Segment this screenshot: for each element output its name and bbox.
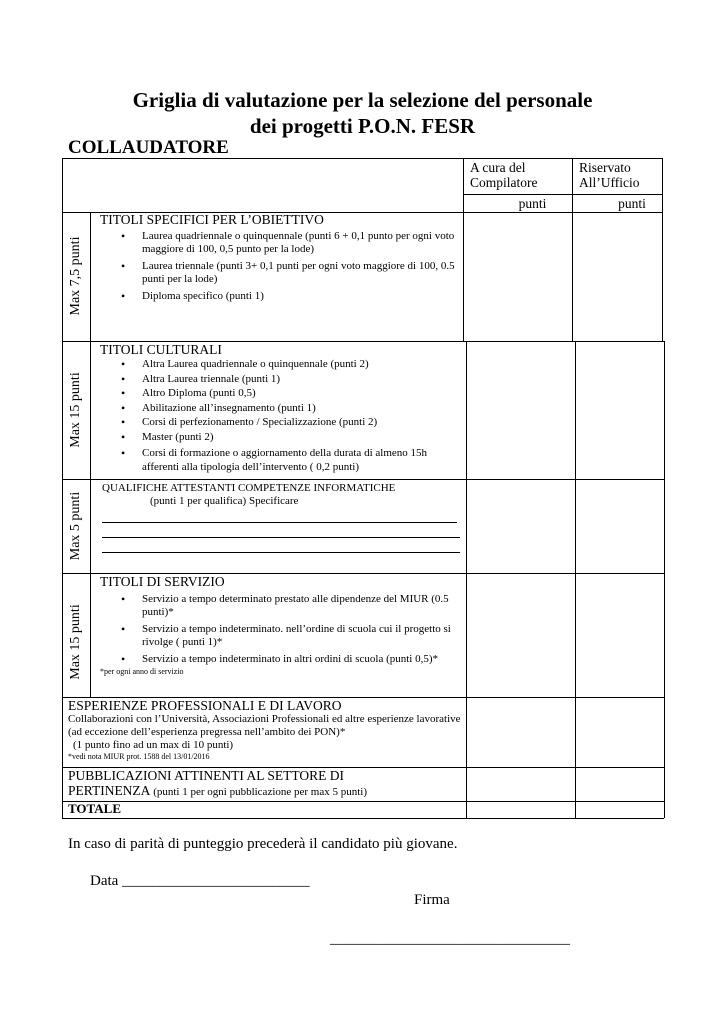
column-header-compilatore: A cura del Compilatore xyxy=(470,160,538,190)
section-heading: QUALIFICHE ATTESTANTI COMPETENZE INFORMATICHE xyxy=(102,482,396,494)
signature-label: Firma xyxy=(414,892,450,908)
max-points-label: Max 5 punti xyxy=(68,491,83,561)
section-qualifiche-informatiche xyxy=(102,482,462,553)
section-sub: (punti 1 per ogni pubblicazione per max 5 punti) xyxy=(153,786,368,798)
role-heading: COLLAUDATORE xyxy=(68,137,229,158)
list-item: • Laurea triennale (punti 3+ 0,1 punti per ogni voto maggiore di 100, 0.5 punti per la lode) xyxy=(142,260,455,286)
section-pubblicazioni xyxy=(68,768,463,799)
column-unit-ufficio: punti xyxy=(618,196,646,211)
specify-line[interactable] xyxy=(102,509,457,523)
section-heading: TITOLI SPECIFICI PER L’OBIETTIVO xyxy=(100,212,324,227)
list-item: • Servizio a tempo determinato prestato alle dipendenze del MIUR (0.5 punti)* xyxy=(142,593,455,619)
list-item: • Altra Laurea triennale (punti 1) xyxy=(142,373,455,387)
signature-line[interactable]: ________________________________ xyxy=(330,931,570,947)
list-item: • Diploma specifico (punti 1) xyxy=(142,290,455,303)
section-sub: (1 punto fino ad un max di 10 punti) xyxy=(73,739,234,751)
list-item: • Altro Diploma (punti 0,5) xyxy=(142,387,455,401)
date-label: Data xyxy=(90,873,119,889)
section-heading: TITOLI DI SERVIZIO xyxy=(100,574,225,589)
total-label: TOTALE xyxy=(68,801,121,816)
list-item: • Corsi di formazione o aggiornamento della durata di almeno 15h afferenti alla tipologia dell’intervento ( 0,2 punti) xyxy=(142,447,455,474)
list-item: • Servizio a tempo indeterminato in altri ordini di scuola (punti 0,5)* xyxy=(142,653,455,666)
section-esperienze xyxy=(68,698,463,762)
section-titoli-culturali xyxy=(100,342,455,475)
max-points-label: Max 7,5 punti xyxy=(68,236,83,316)
section-heading: PUBBLICAZIONI ATTINENTI AL SETTORE DI xyxy=(68,768,344,783)
footnote: *per ogni anno di servizio xyxy=(100,667,184,676)
date-field[interactable] xyxy=(90,873,310,890)
date-blank: _________________________ xyxy=(122,873,310,889)
list-item: • Corsi di perfezionamento / Specializzazione (punti 2) xyxy=(142,416,455,430)
section-titoli-specifici xyxy=(100,212,455,304)
list-item: • Abilitazione all’insegnamento (punti 1) xyxy=(142,402,455,416)
list-item: • Altra Laurea quadriennale o quinquennale (punti 2) xyxy=(142,358,455,372)
section-heading: ESPERIENZE PROFESSIONALI E DI LAVORO xyxy=(68,698,342,713)
specify-line[interactable] xyxy=(102,524,460,538)
section-titoli-servizio xyxy=(100,574,455,677)
title-line2: dei progetti P.O.N. FESR xyxy=(249,114,476,138)
max-points-label: Max 15 punti xyxy=(68,604,83,680)
max-points-label: Max 15 punti xyxy=(68,372,83,448)
section-heading: TITOLI CULTURALI xyxy=(100,342,222,357)
section-text: Collaborazioni con l’Università, Associazioni Professionali ed altre esperienze lavorative (ad eccezione dell’esperienza pregressa nell’ambito dei PON)* xyxy=(68,713,461,738)
column-unit-compilatore: punti xyxy=(518,196,547,211)
list-item: • Servizio a tempo indeterminato. nell’ordine di scuola cui il progetto si rivolge ( punti 1)* xyxy=(142,623,455,649)
section-heading-cont: PERTINENZA xyxy=(68,783,151,798)
list-item: • Master (punti 2) xyxy=(142,431,455,445)
section-sub: (punti 1 per qualifica) Specificare xyxy=(150,495,299,507)
column-header-ufficio: Riservato All’Ufficio xyxy=(579,160,640,190)
list-item: • Laurea quadriennale o quinquennale (punti 6 + 0,1 punto per ogni voto maggiore di 100, 0,5 punto per la lode) xyxy=(142,230,455,256)
tie-break-note: In caso di parità di punteggio precederà il candidato più giovane. xyxy=(68,836,458,852)
specify-line[interactable] xyxy=(102,539,460,553)
footnote: *vedi nota MIUR prot. 1588 del 13/01/2016 xyxy=(68,752,210,761)
title-line1: Griglia di valutazione per la selezione del personale xyxy=(132,88,593,112)
